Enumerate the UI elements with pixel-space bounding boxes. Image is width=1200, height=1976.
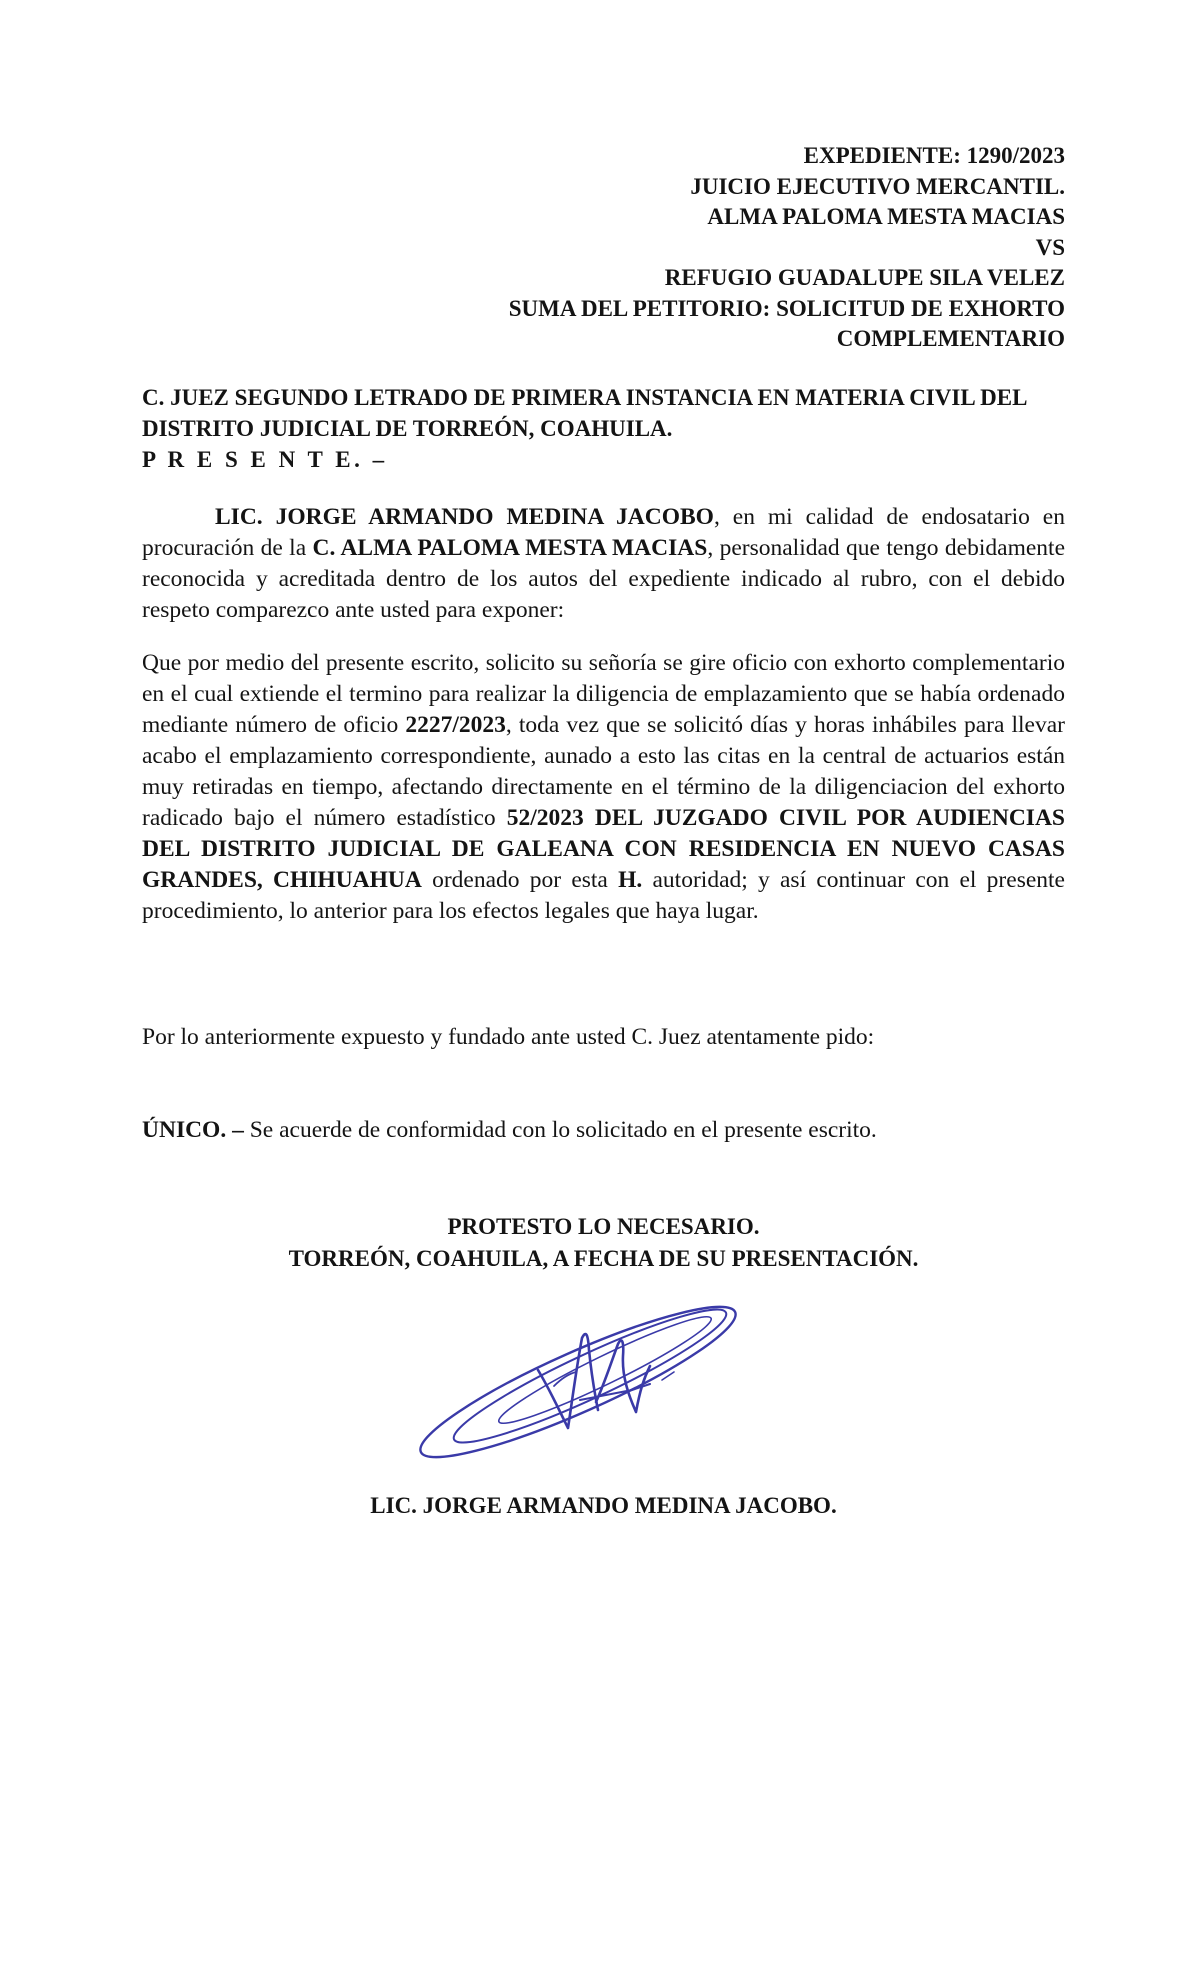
body-text-2: , toda vez que se solicitó días y horas inhábiles para llevar acabo el emplazamiento correspondiente, aunado a esto las citas en la central de actuarios están muy retiradas en tiempo, afectando directamente en el término de la diligenciacion del exhorto radicado bajo el número estadístico [142,712,1065,831]
handwritten-signature [400,1290,750,1470]
body-text-3: ordenado por esta [421,867,619,893]
authority-abbrev: H. [618,867,643,893]
case-caption [500,141,1065,355]
lawyer-name: LIC. JORGE ARMANDO MEDINA JACOBO [215,504,714,530]
unico-label: ÚNICO. – [142,1117,244,1143]
defendant-name: REFUGIO GUADALUPE SILA VELEZ [664,265,1065,290]
unico-text: Se acuerde de conformidad con lo solicitado en el presente escrito. [243,1117,877,1143]
plaintiff-name: ALMA PALOMA MESTA MACIAS [707,204,1065,229]
case-number: EXPEDIENTE: 1290/2023 [803,143,1065,168]
request-paragraph: Por lo anteriormente expuesto y fundado ante usted C. Juez atentamente pido: [142,1024,875,1050]
addressee-line1: C. JUEZ SEGUNDO LETRADO DE PRIMERA INSTANCIA EN MATERIA CIVIL DEL [142,385,1028,410]
closing-block [142,1211,1065,1275]
petition-summary-line1: SUMA DEL PETITORIO: SOLICITUD DE EXHORTO [508,295,1065,321]
intro-paragraph [142,502,1065,626]
intro-text-2: , personalidad que tengo debidamente reconocida y acreditada dentro de los autos del expediente indicado al rubro, con el debido respeto comparezco ante usted para exponer: [142,535,1065,623]
body-paragraph [142,648,1065,927]
court-reference: 52/2023 DEL JUZGADO CIVIL POR AUDIENCIAS DEL DISTRITO JUDICIAL DE GALEANA CON RESIDENCIA EN NUEVO CASAS GRANDES, CHIHUAHUA [142,805,1065,893]
presente-label: P R E S E N T E. – [142,447,388,472]
petition-summary-line2: COMPLEMENTARIO [836,326,1065,351]
addressee-line2: DISTRITO JUDICIAL DE TORREÓN, COAHUILA. [142,416,673,441]
protesto-line: PROTESTO LO NECESARIO. [447,1214,760,1239]
signer-name: LIC. JORGE ARMANDO MEDINA JACOBO. [370,1493,837,1518]
body-text-1: Que por medio del presente escrito, solicito su señoría se gire oficio con exhorto complementario en el cual extiende el termino para realizar la diligencia de emplazamiento que se había ordenado mediante número de oficio [142,650,1065,738]
addressee-block [142,382,1067,475]
oficio-number: 2227/2023 [405,712,506,738]
place-date-line: TORREÓN, COAHUILA, A FECHA DE SU PRESENTACIÓN. [288,1246,919,1271]
versus-label: VS [1035,234,1065,260]
trial-type: JUICIO EJECUTIVO MERCANTIL. [690,173,1065,199]
body-text-4: autoridad; y así continuar con el presente procedimiento, lo anterior para los efectos legales que haya lugar. [142,867,1065,924]
intro-text-1: , en mi calidad de endosatario en procuración de la [142,504,1065,561]
unico-paragraph [142,1115,1065,1146]
client-name: C. ALMA PALOMA MESTA MACIAS [312,535,708,561]
